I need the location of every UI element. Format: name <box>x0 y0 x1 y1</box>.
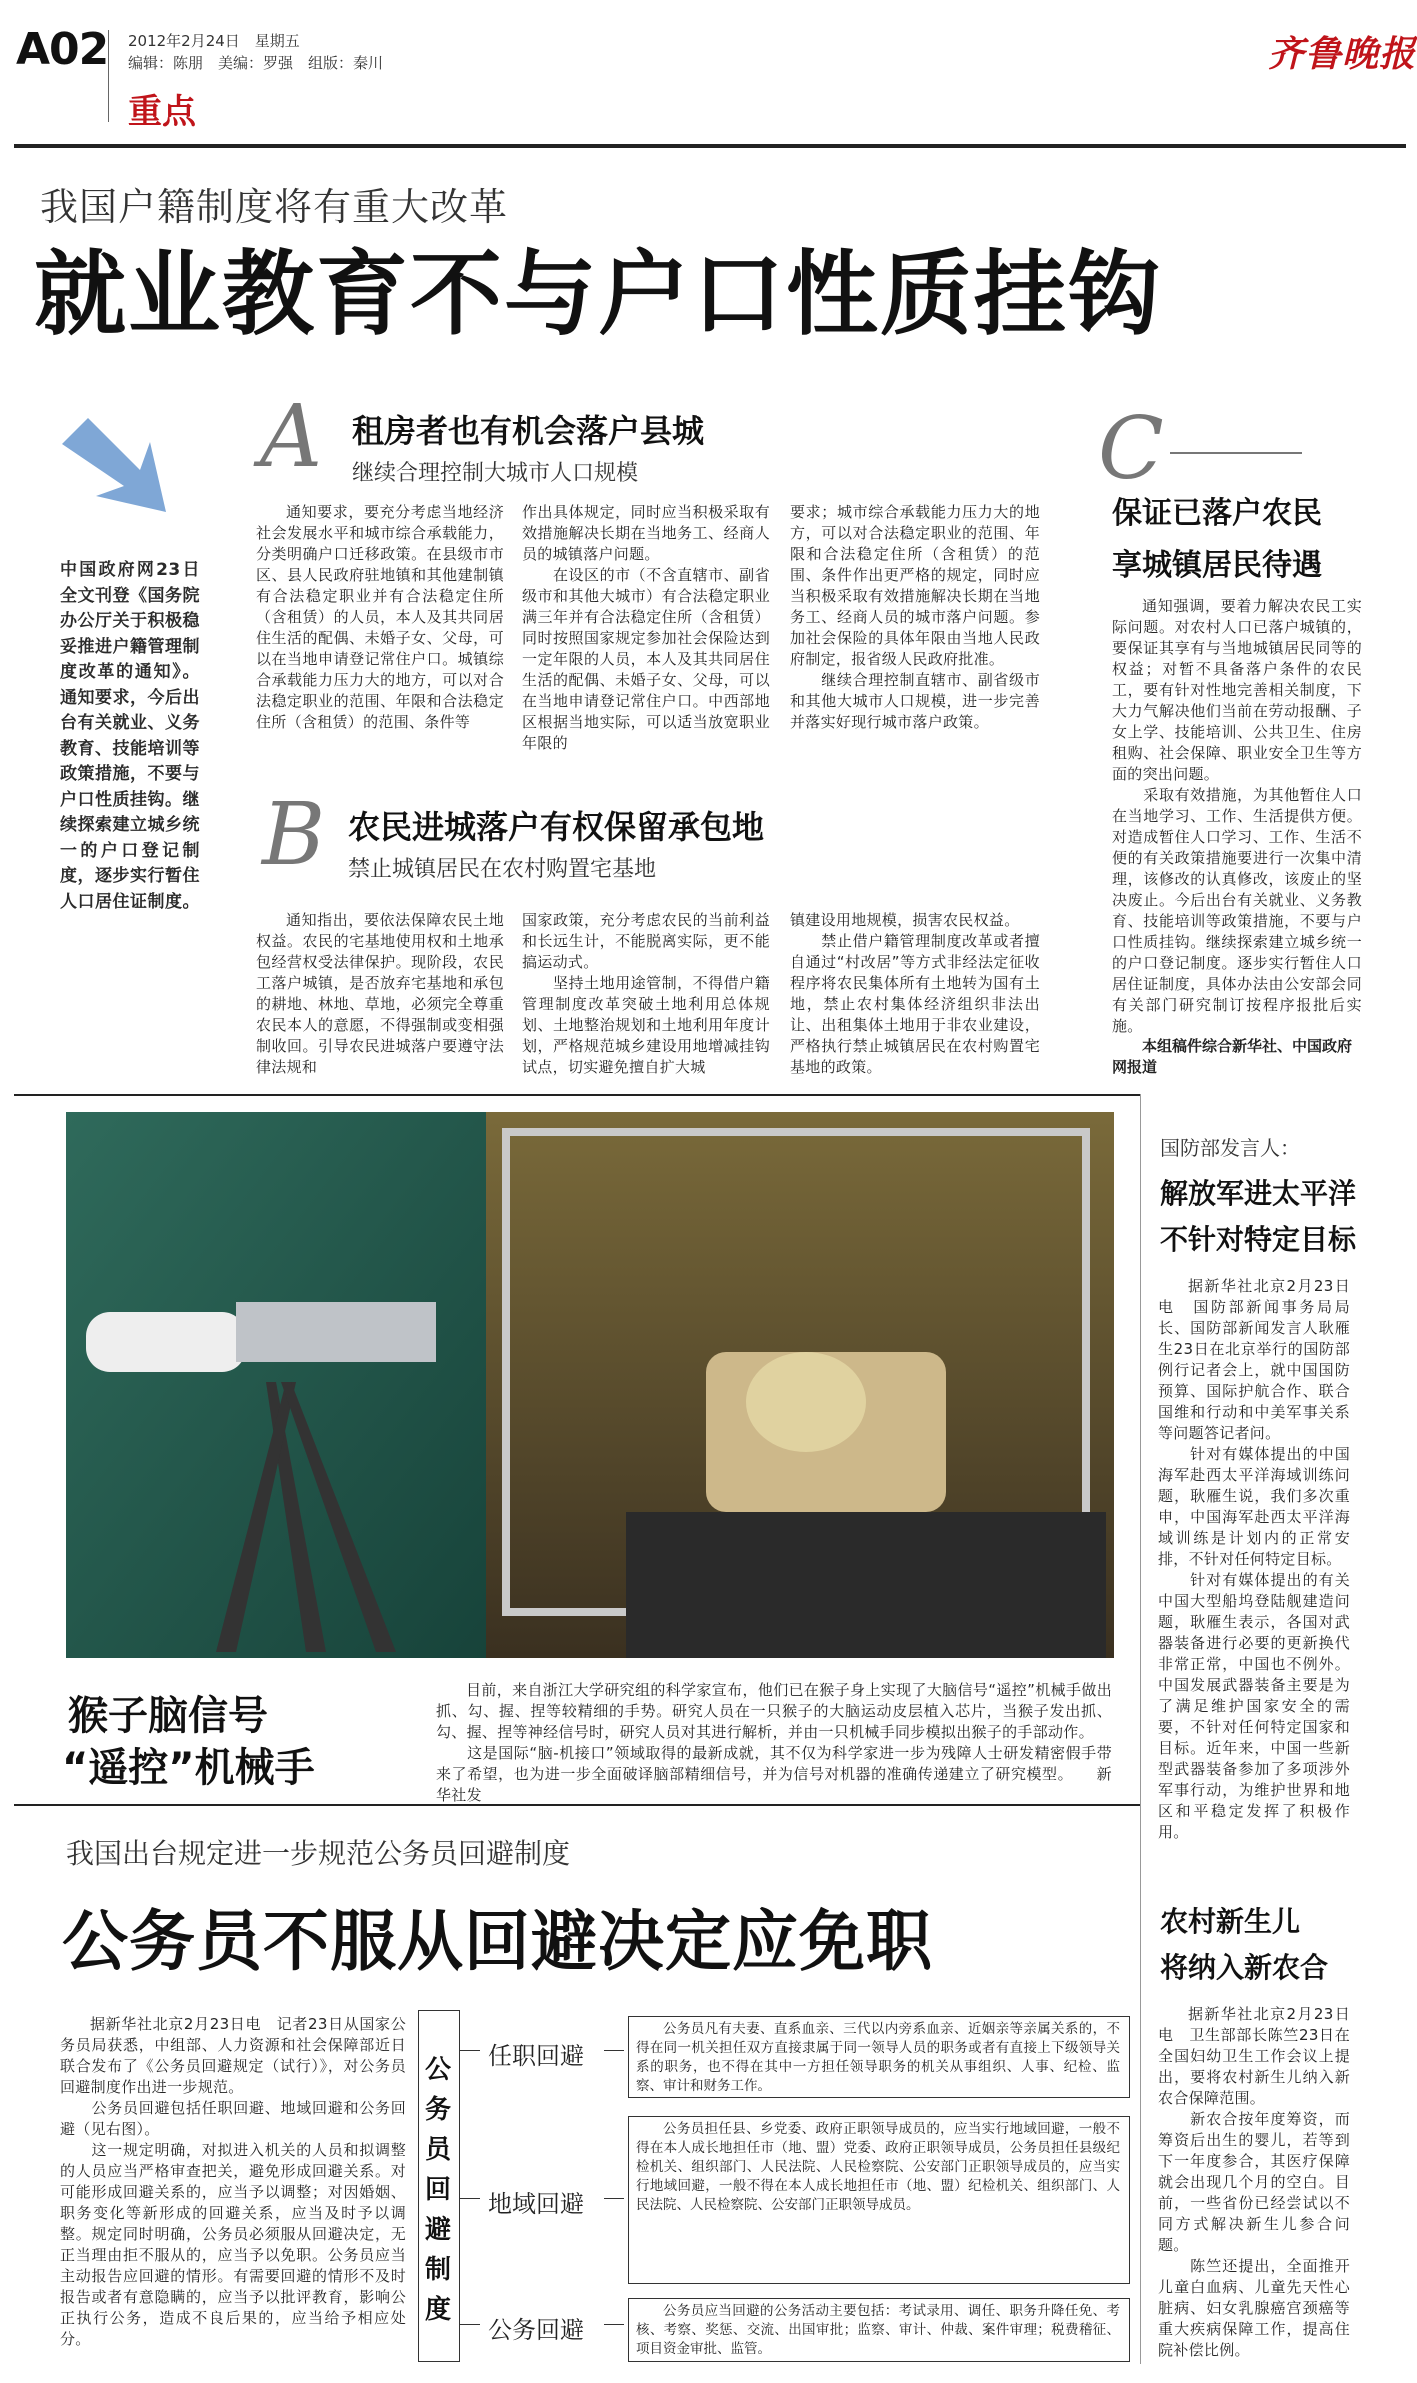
header-divider <box>108 30 109 122</box>
header-rule <box>14 144 1406 148</box>
page-code: A02 <box>16 24 109 75</box>
date-line: 2012年2月24日 星期五 <box>128 32 300 50</box>
story2-body: 据新华社北京2月23日电 记者23日从国家公务员局获悉，中组部、人力资源和社会保障部近日联合发布了《公务员回避规定（试行）》，对公务员回避制度作出进一步规范。 公务员回避包括任职回避、地域回避和公务回避（见右图）。 这一规定明确，对拟进入机关的人员和拟调整的人员应当严格审查把关，避免形成回避关系。对可能形成回避关系的，应当予以调整；对因婚姻、职务变化等新形成的回避关系，应当及时予以调整。规定同时明确，公务员必须服从回避决定，无正当理由拒不服从的，应当予以免职。公务员应当主动报告应回避的情形。有需要回避的情形不及时报告或者有意隐瞒的，应当予以批评教育，影响公正执行公务，造成不良后果的，应当给予相应处分。 <box>60 2015 406 2348</box>
diagram-text-position: 公务员凡有夫妻、直系血亲、三代以内旁系血亲、近姻亲等亲属关系的，不得在同一机关担任双方直接隶属于同一领导人员的职务或者有直接上下级领导关系的职务，也不得在其中一方担任领导职务的机关从事组织、人事、纪检、监察、审计和财务工作。 <box>636 2021 1120 2094</box>
editors-line: 编辑：陈朋 美编：罗强 组版：秦川 <box>128 54 384 72</box>
diagram-connector-1 <box>460 2050 480 2051</box>
side-headline-2: 不针对特定目标 <box>1160 1223 1357 1256</box>
section-b-col2: 国家政策，充分考虑农民的当前利益和长远生计，不能脱离实际，更不能搞运动式。 坚持土地用途管制，不得借户籍管理制度改革突破土地利用总体规划、土地整治规划和土地利用年度计划，严格规范城乡建设用地增减挂钩试点，切实避免擅自扩大城 <box>522 911 770 1076</box>
side2-body: 据新华社北京2月23日电 卫生部部长陈竺23日在全国妇幼卫生工作会议上提出，要将农村新生儿纳入新农合保障范围。 新农合按年度筹资，而筹资后出生的婴儿，若等到下一年度参合，其医疗保障就会出现几个月的空白。目前，一些省份已经尝试以不同方式解决新生儿参合问题。 陈竺还提出，全面推开儿童白血病、儿童先天性心脏病、妇女乳腺癌宫颈癌等重大疾病保障工作，提高住院补偿比例。 <box>1158 2005 1350 2359</box>
section-b-title: 农民进城落户有权保留承包地 <box>348 808 765 846</box>
story1-headline: 就业教育不与户口性质挂钩 <box>34 241 1163 348</box>
side2-headline-1: 农村新生儿 <box>1160 1905 1301 1938</box>
diagram-connector-2 <box>460 2198 480 2199</box>
story1-bottom-rule <box>14 1094 1140 1096</box>
side2-headline-2: 将纳入新农合 <box>1160 1951 1329 1984</box>
story2-top-rule <box>14 1804 1140 1806</box>
side-kicker: 国防部发言人： <box>1160 1136 1300 1160</box>
section-a-letter: A <box>260 387 323 487</box>
page-header <box>0 0 1417 140</box>
story2-kicker: 我国出台规定进一步规范公务员回避制度 <box>66 1837 571 1870</box>
side-body: 据新华社北京2月23日电 国防部新闻事务局局长、国防部新闻发言人耿雁生23日在北京举行的国防部例行记者会上，就中国国防预算、国际护航合作、联合国维和行动和中美军事关系等问题答记者问。 针对有媒体提出的中国海军赴西太平洋海域训练问题，耿雁生说，我们多次重申，中国海军赴西太平洋海域训练是计划内的正常安排，不针对任何特定目标。 针对有媒体提出的有关中国大型船坞登陆舰建造问题，耿雁生表示，各国对武器装备进行必要的更新换代非常正常，中国也不例外。中国发展武器装备主要是为了满足维护国家安全的需要，不针对任何特定国家和目标。近年来，中国一些新型武器装备参加了多项涉外军事行动，为维护世界和地区和平稳定发挥了积极作用。 <box>1158 1277 1350 1841</box>
section-b-subtitle: 禁止城镇居民在农村购置宅基地 <box>348 857 657 882</box>
diagram-connector-1b <box>604 2050 624 2051</box>
story2-headline: 公务员不服从回避决定应免职 <box>62 1903 933 1980</box>
photo-caption: 目前，来自浙江大学研究组的科学家宣布，他们已在猴子身上实现了大脑信号“遥控”机械手做出抓、勾、握、捏等较精细的手势。研究人员在一只猴子的大脑运动皮层植入芯片，当猴子发出抓、勾、握、捏等神经信号时，研究人员对其进行解析，并由一只机械手同步模拟出猴子的手部动作。 这是国际“脑-机接口”领域取得的最新成就，其不仅为科学家进一步为残障人士研发精密假手带来了希望，也为进一步全面破译脑部精细信号，并为信号对机器的准确传递建立了研究模型。 新华社发 <box>436 1681 1112 1804</box>
section-b-col1: 通知指出，要依法保障农民土地权益。农民的宅基地使用权和土地承包经营权受法律保护。现阶段，农民工落户城镇，是否放弃宅基地和承包的耕地、林地、草地，必须完全尊重农民本人的意愿，不得强制或变相强制收回。引导农民进城落户要遵守法律法规和 <box>256 911 504 1076</box>
monkey-photo <box>66 1112 1114 1658</box>
masthead-logo: 齐鲁晚报 <box>1268 33 1417 75</box>
photo-headline-1: 猴子脑信号 <box>68 1693 268 1739</box>
section-label: 重点 <box>128 92 196 132</box>
diagram-connector-2b <box>604 2198 624 2199</box>
section-c-rule <box>1170 452 1302 454</box>
section-c-title-2: 享城镇居民待遇 <box>1112 548 1322 583</box>
section-c-byline: 本组稿件综合新华社、中国政府网报道 <box>1112 1037 1353 1076</box>
photo-headline-2: “遥控”机械手 <box>62 1745 315 1791</box>
story1-kicker: 我国户籍制度将有重大改革 <box>40 185 509 229</box>
section-a-col1: 通知要求，要充分考虑当地经济社会发展水平和城市综合承载能力，分类明确户口迁移政策。在县级市市区、县人民政府驻地镇和其他建制镇有合法稳定职业并有合法稳定住所（含租赁）的人员，本人及其共同居住生活的配偶、未婚子女、父母，可以在当地申请登记常住户口。城镇综合承载能力压力大的地方，可以对合法稳定职业的范围、年限和合法稳定住所（含租赁）的范围、条件等 <box>256 503 504 731</box>
avoidance-diagram <box>418 2010 1134 2366</box>
diagram-label-avoid-position: 任职回避 <box>488 2042 584 2070</box>
section-b-letter: B <box>262 785 326 885</box>
section-c-body: 通知强调，要着力解决农民工实际问题。对农村人口已落户城镇的，要保证其享有与当地城镇居民同等的权益；对暂不具备落户条件的农民工，要有针对性地完善相关制度，下大力气解决他们当前在劳动报酬、子女上学、技能培训、公共卫生、住房租购、社会保障、职业安全卫生等方面的突出问题。 采取有效措施，为其他暂住人口在当地学习、工作、生活提供方便。对造成暂住人口学习、工作、生活不便的有关政策措施要进行一次集中清理，该修改的认真修改，该废止的坚决废止。今后出台有关就业、义务教育、技能培训等政策措施，不要与户口性质挂钩。继续探索建立城乡统一的户口登记制度。逐步实行暂住人口居住证制度，具体办法由公安部会同有关部门研究制订按程序报批后实施。 <box>1112 597 1362 1035</box>
section-a-subtitle: 继续合理控制大城市人口规模 <box>352 461 639 486</box>
diagram-label-avoid-region: 地域回避 <box>488 2190 584 2218</box>
section-a-col2: 作出具体规定，同时应当积极采取有效措施解决长期在当地务工、经商人员的城镇落户问题。 在设区的市（不含直辖市、副省级市和其他大城市）有合法稳定职业满三年并有合法稳定住所（含租赁）同时按照国家规定参加社会保险达到一定年限的人员，本人及其共同居住生活的配偶、未婚子女、父母，可以在当地申请登记常住户口。中西部地区根据当地实际，可以适当放宽职业年限的 <box>522 503 770 752</box>
diagram-title: 公务员回避制度 <box>424 2055 451 2325</box>
story1-lead: 中国政府网23日全文刊登《国务院办公厅关于积极稳妥推进户籍管理制度改革的通知》。通知要求，今后出台有关就业、义务教育、技能培训等政策措施，不要与户口性质挂钩。继续探索建立城乡统一的户口登记制度，逐步实行暂住人口居住证制度。 <box>60 560 200 912</box>
diagram-connector-3 <box>460 2324 480 2325</box>
arrow-down-right-icon <box>58 410 178 520</box>
diagram-text-duty: 公务员应当回避的公务活动主要包括：考试录用、调任、职务升降任免、考核、考察、奖惩、交流、出国审批；监察、审计、仲裁、案件审理；税费稽征、项目资金审批、监管。 <box>636 2303 1120 2357</box>
section-a-col3: 要求；城市综合承载能力压力大的地方，可以对合法稳定职业的范围、年限和合法稳定住所（含租赁）的范围、条件作出更严格的规定，同时应当积极采取有效措施解决长期在当地务工、经商人员的城市落户问题。参加社会保险的具体年限由当地人民政府制定，报省级人民政府批准。 继续合理控制直辖市、副省级市和其他大城市人口规模，进一步完善并落实好现行城市落户政策。 <box>790 503 1040 731</box>
side-headline-1: 解放军进太平洋 <box>1160 1177 1357 1210</box>
section-c-title-1: 保证已落户农民 <box>1112 496 1322 531</box>
side-divider <box>1140 1094 1141 2364</box>
section-a-title: 租房者也有机会落户县城 <box>352 412 705 450</box>
diagram-label-avoid-duty: 公务回避 <box>488 2316 584 2344</box>
section-c-letter: C <box>1098 399 1164 499</box>
diagram-text-region: 公务员担任县、乡党委、政府正职领导成员的，应当实行地域回避，一般不得在本人成长地担任市（地、盟）党委、政府正职领导成员，公务员担任县级纪检机关、组织部门、人民法院、人民检察院、公安部门正职领导成员的，应当实行地域回避，一般不得在本人成长地担任市（地、盟）纪检机关、组织部门、人民法院、人民检察院、公安部门正职领导成员。 <box>636 2121 1120 2213</box>
diagram-connector-3b <box>604 2324 624 2325</box>
section-b-col3: 镇建设用地规模，损害农民权益。 禁止借户籍管理制度改革或者擅自通过“村改居”等方式非经法定征收程序将农民集体所有土地转为国有土地，禁止农村集体经济组织非法出让、出租集体土地用于非农业建设，严格执行禁止城镇居民在农村购置宅基地的政策。 <box>790 911 1040 1076</box>
